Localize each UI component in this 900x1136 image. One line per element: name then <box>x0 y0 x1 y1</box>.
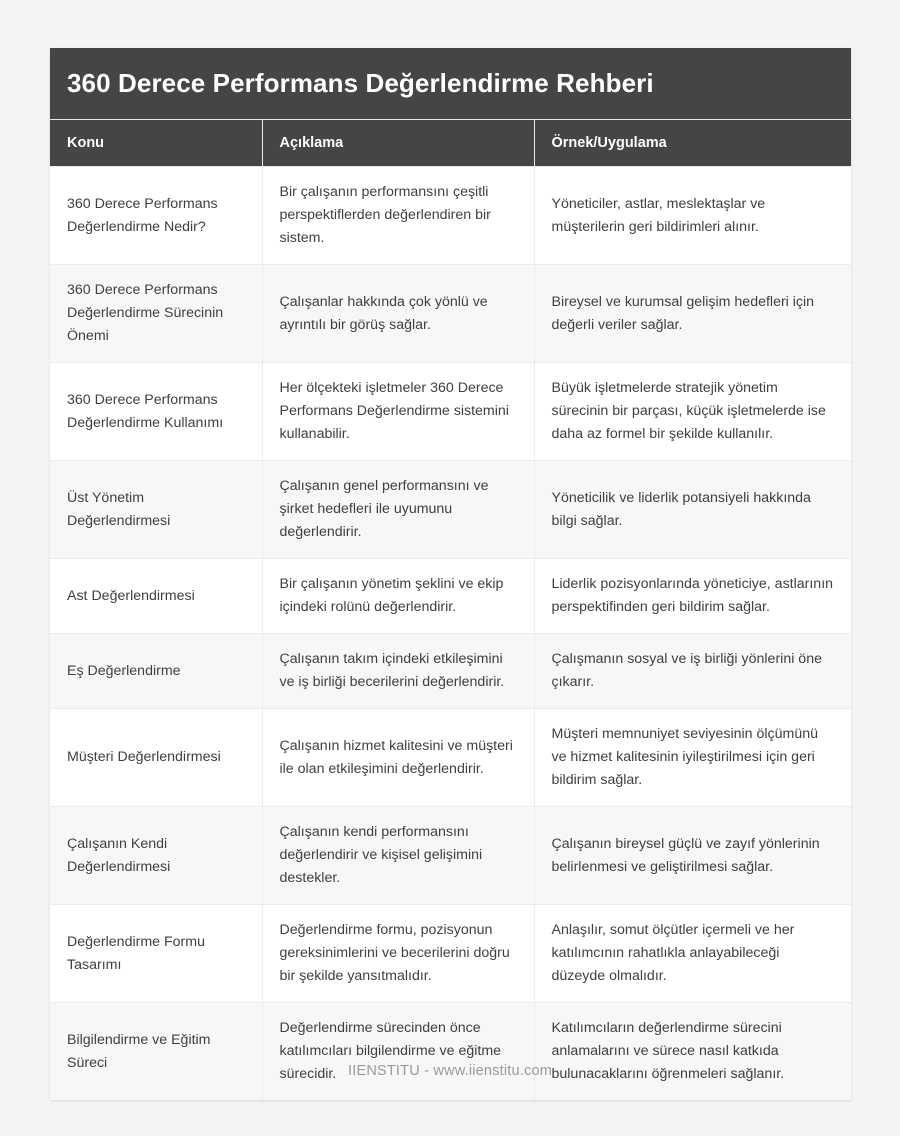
cell-aciklama: Değerlendirme sürecinden önce katılımcıları bilgilendirme ve eğitme sürecidir. <box>262 1003 534 1101</box>
cell-aciklama: Çalışanın genel performansını ve şirket hedefleri ile uyumunu değerlendirir. <box>262 461 534 559</box>
cell-konu: 360 Derece Performans Değerlendirme Kullanımı <box>50 363 262 461</box>
cell-aciklama: Çalışanlar hakkında çok yönlü ve ayrıntılı bir görüş sağlar. <box>262 265 534 363</box>
cell-ornek: Müşteri memnuniyet seviyesinin ölçümünü ve hizmet kalitesinin iyileştirilmesi için geri bildirim sağlar. <box>534 709 851 807</box>
cell-aciklama: Her ölçekteki işletmeler 360 Derece Performans Değerlendirme sistemini kullanabilir. <box>262 363 534 461</box>
table-row <box>50 265 851 363</box>
cell-konu: Müşteri Değerlendirmesi <box>50 709 262 807</box>
guide-table <box>50 48 851 1100</box>
table-row <box>50 363 851 461</box>
cell-ornek: Yöneticiler, astlar, meslektaşlar ve müşterilerin geri bildirimleri alınır. <box>534 167 851 265</box>
cell-konu: Eş Değerlendirme <box>50 634 262 709</box>
table-row <box>50 709 851 807</box>
cell-konu: Ast Değerlendirmesi <box>50 559 262 634</box>
table-row <box>50 807 851 905</box>
table-body <box>50 167 851 1101</box>
guide-table-container <box>50 48 851 1100</box>
cell-ornek: Liderlik pozisyonlarında yöneticiye, astlarının perspektifinden geri bildirim sağlar. <box>534 559 851 634</box>
cell-aciklama: Bir çalışanın yönetim şeklini ve ekip içindeki rolünü değerlendirir. <box>262 559 534 634</box>
cell-konu: Çalışanın Kendi Değerlendirmesi <box>50 807 262 905</box>
table-row <box>50 167 851 265</box>
footer-branding: IIENSTITU - www.iienstitu.com <box>348 1063 552 1079</box>
title-row <box>50 48 851 120</box>
table-row <box>50 461 851 559</box>
cell-ornek: Yöneticilik ve liderlik potansiyeli hakkında bilgi sağlar. <box>534 461 851 559</box>
cell-konu: 360 Derece Performans Değerlendirme Nedir? <box>50 167 262 265</box>
cell-aciklama: Çalışanın takım içindeki etkileşimini ve iş birliği becerilerini değerlendirir. <box>262 634 534 709</box>
column-header-konu: Konu <box>50 120 262 167</box>
cell-aciklama: Çalışanın kendi performansını değerlendirir ve kişisel gelişimini destekler. <box>262 807 534 905</box>
cell-ornek: Katılımcıların değerlendirme sürecini anlamalarını ve sürece nasıl katkıda bulunacaklarını öğrenmeleri sağlanır. <box>534 1003 851 1101</box>
cell-ornek: Büyük işletmelerde stratejik yönetim sürecinin bir parçası, küçük işletmelerde ise daha az formel bir şekilde kullanılır. <box>534 363 851 461</box>
cell-aciklama: Değerlendirme formu, pozisyonun gereksinimlerini ve becerilerini doğru bir şekilde yansıtmalıdır. <box>262 905 534 1003</box>
cell-konu: Değerlendirme Formu Tasarımı <box>50 905 262 1003</box>
cell-aciklama: Bir çalışanın performansını çeşitli perspektiflerden değerlendiren bir sistem. <box>262 167 534 265</box>
column-header-ornek-uygulama: Örnek/Uygulama <box>534 120 851 167</box>
table-header <box>50 48 851 167</box>
table-row <box>50 905 851 1003</box>
column-header-row <box>50 120 851 167</box>
table-row <box>50 1003 851 1101</box>
table-row <box>50 634 851 709</box>
table-row <box>50 559 851 634</box>
cell-ornek: Çalışanın bireysel güçlü ve zayıf yönlerinin belirlenmesi ve geliştirilmesi sağlar. <box>534 807 851 905</box>
cell-konu: Üst Yönetim Değerlendirmesi <box>50 461 262 559</box>
page-title: 360 Derece Performans Değerlendirme Rehberi <box>50 48 851 120</box>
cell-konu: Bilgilendirme ve Eğitim Süreci <box>50 1003 262 1101</box>
cell-aciklama: Çalışanın hizmet kalitesini ve müşteri ile olan etkileşimini değerlendirir. <box>262 709 534 807</box>
column-header-aciklama: Açıklama <box>262 120 534 167</box>
cell-ornek: Bireysel ve kurumsal gelişim hedefleri için değerli veriler sağlar. <box>534 265 851 363</box>
cell-ornek: Anlaşılır, somut ölçütler içermeli ve her katılımcının rahatlıkla anlayabileceği düzeyde olmalıdır. <box>534 905 851 1003</box>
cell-konu: 360 Derece Performans Değerlendirme Sürecinin Önemi <box>50 265 262 363</box>
cell-ornek: Çalışmanın sosyal ve iş birliği yönlerini öne çıkarır. <box>534 634 851 709</box>
